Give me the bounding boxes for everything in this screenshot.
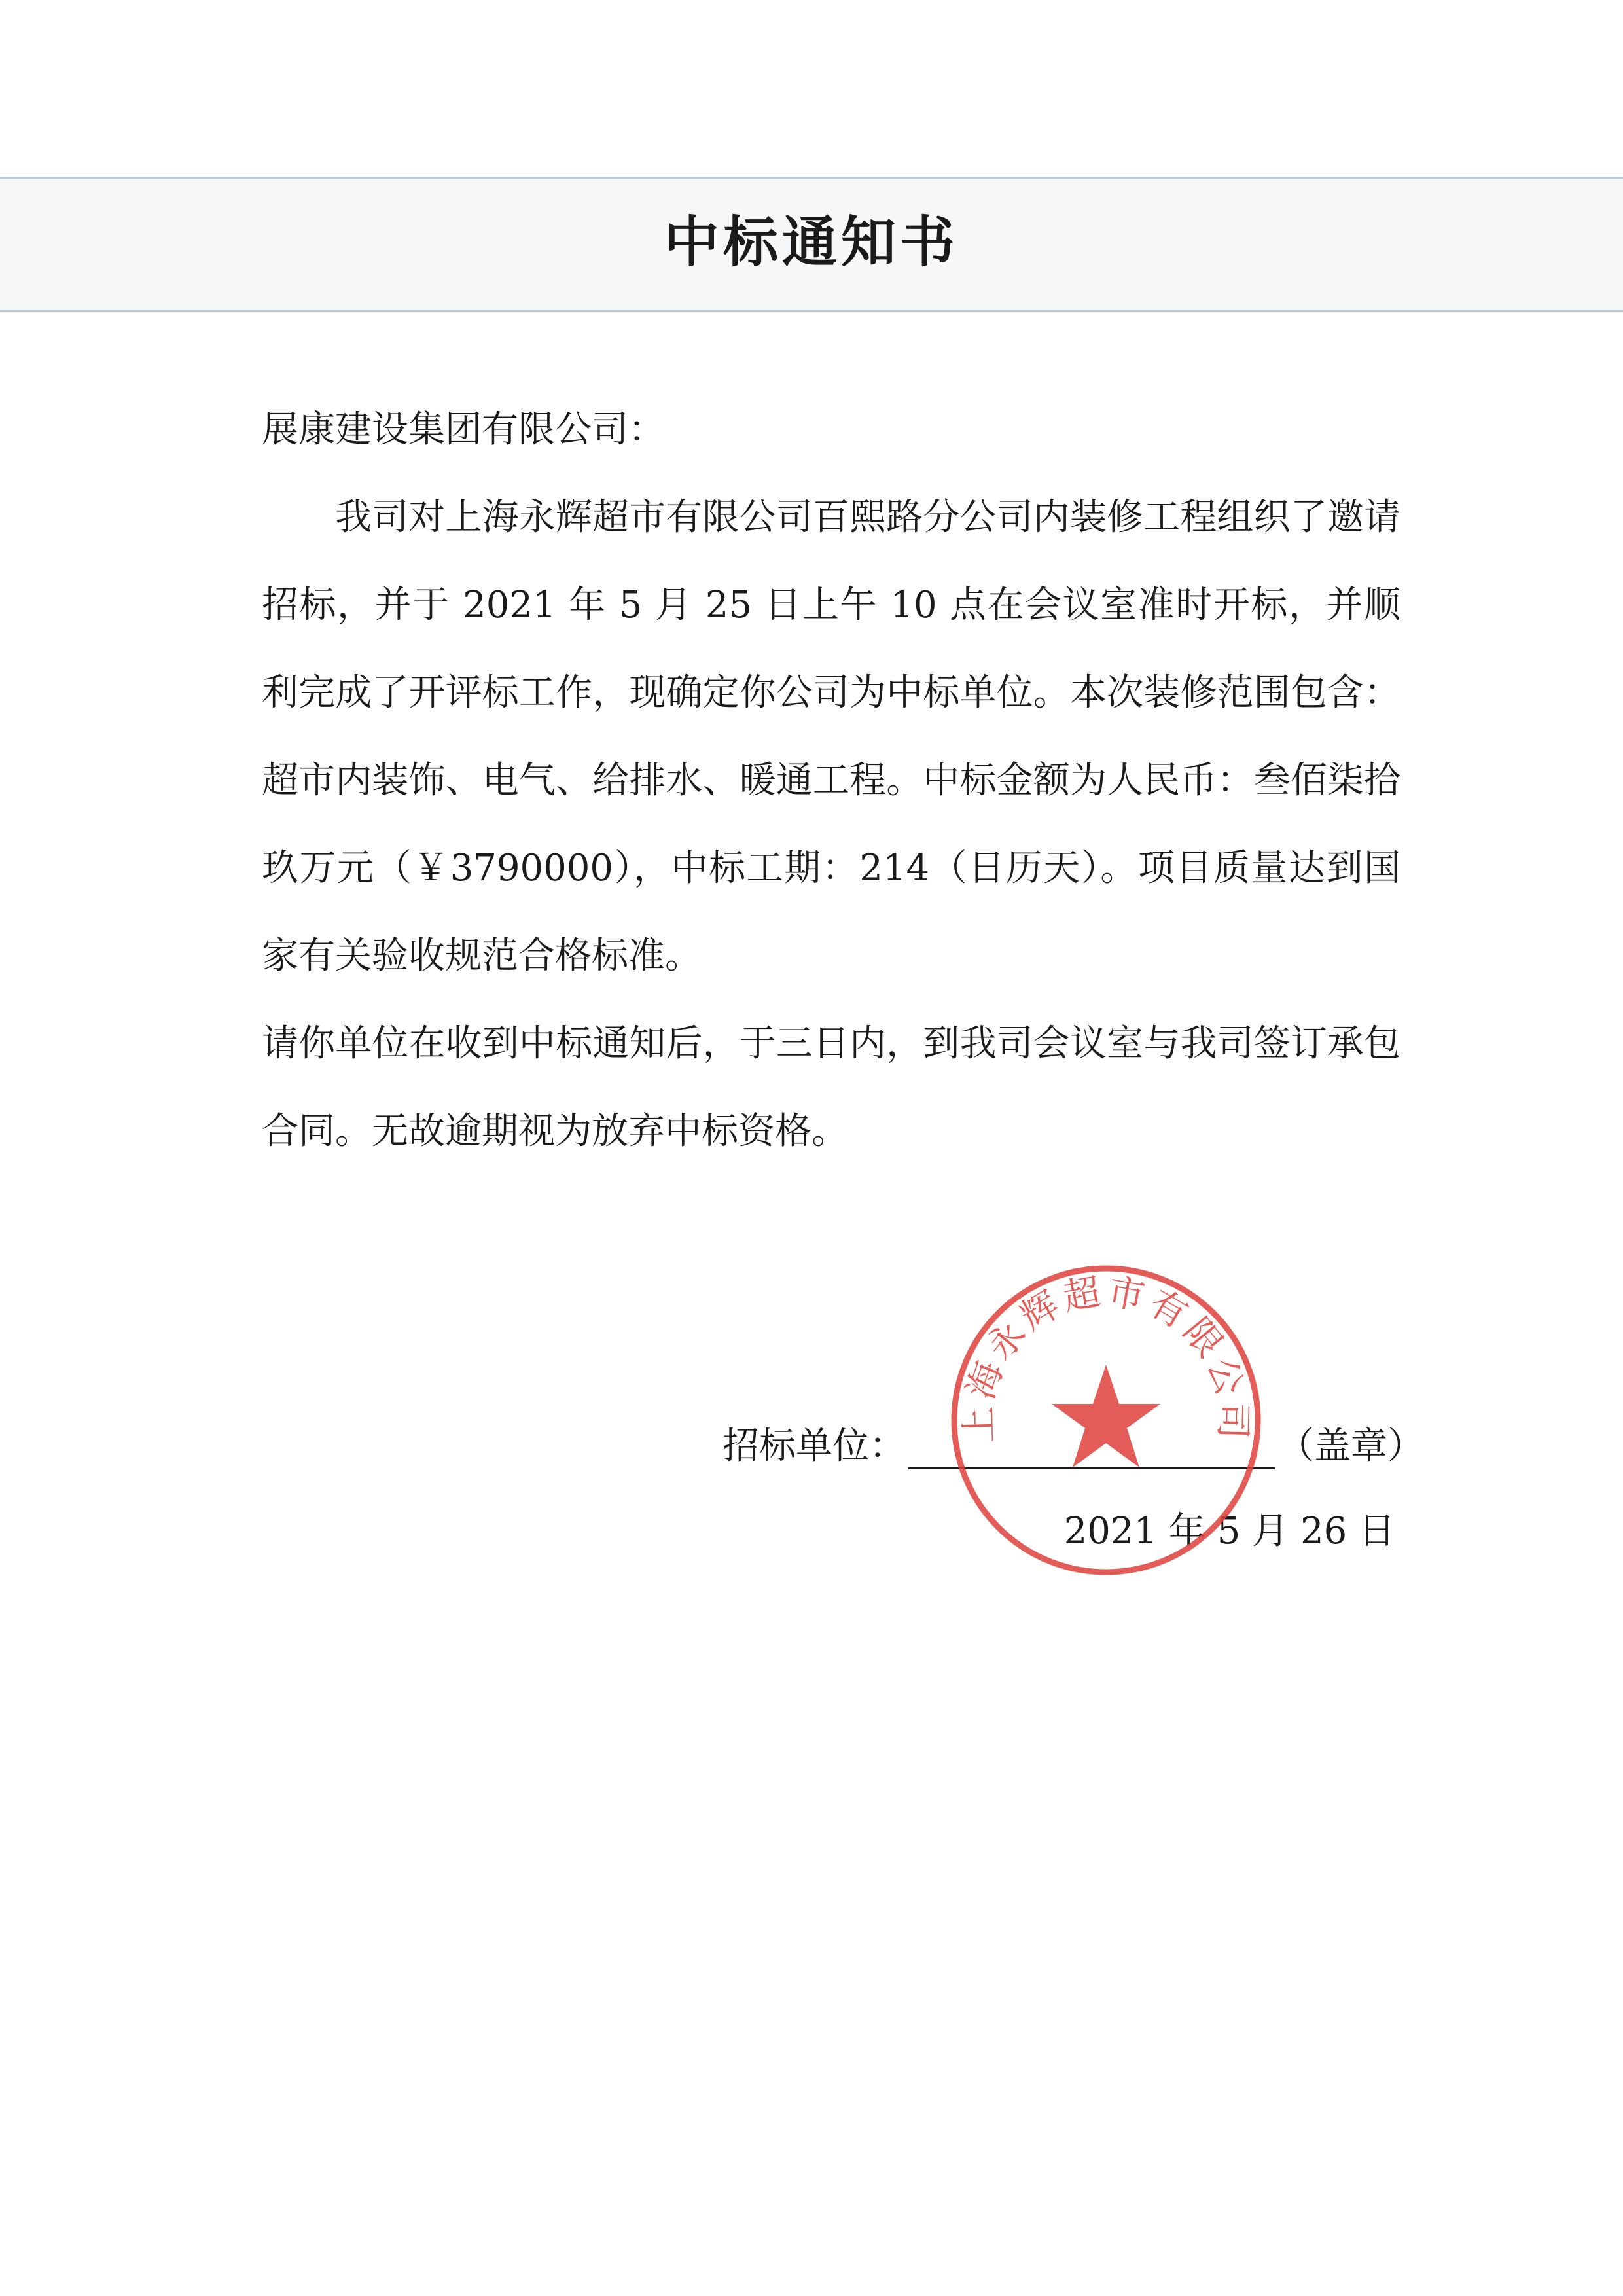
seal-note: （盖章） bbox=[1277, 1425, 1424, 1467]
recipient-line: 展康建设集团有限公司： bbox=[262, 408, 665, 451]
signature-line bbox=[722, 1407, 1424, 1486]
signature-label: 招标单位： bbox=[722, 1425, 906, 1467]
signature-blank bbox=[908, 1428, 1275, 1469]
notice-paragraph-2: 请你单位在收到中标通知后，于三日内，到我司会议室与我司签订承包合同。无故逾期视为放弃中标资格。 bbox=[262, 1022, 1400, 1153]
seal-text-path: 上海永辉超市有限公司 bbox=[957, 1270, 1255, 1444]
document-title: 中标通知书 bbox=[664, 210, 959, 274]
issue-date: 2021 年 5 月 26 日 bbox=[1063, 1510, 1395, 1552]
notice-paragraph-1: 我司对上海永辉超市有限公司百熙路分公司内装修工程组织了邀请招标，并于 2021 年 5 月 25 日上午 10 点在会议室准时开标，并顺利完成了开评标工作，现确定你公司为中标单位。本次装修范围包含：超市内装饰、电气、给排水、暖通工程。中标金额为人民币：叁佰柒拾玖万元（￥3790000），中标工期：214（日历天）。项目质量达到国家有关验收规范合格标准。 bbox=[262, 496, 1400, 977]
